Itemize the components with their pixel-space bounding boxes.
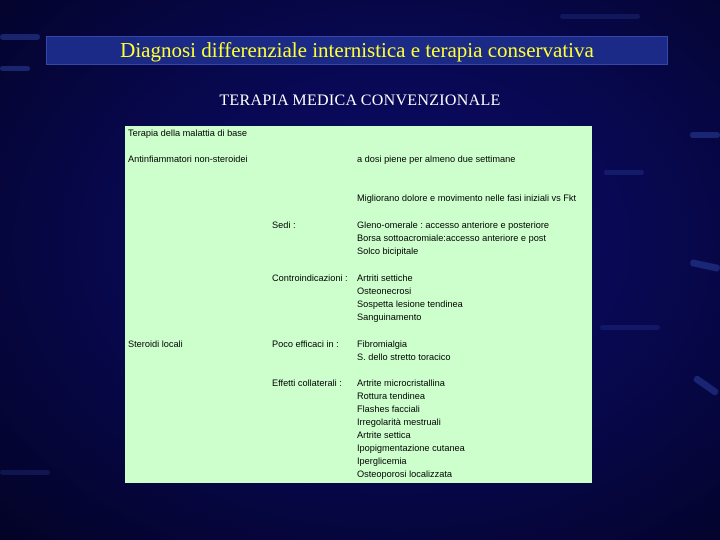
background-stripe bbox=[560, 14, 640, 19]
background-stripe bbox=[690, 259, 720, 272]
background-stripe bbox=[690, 132, 720, 138]
list-item: Artrite microcristallina bbox=[357, 378, 445, 388]
list-item: Borsa sottoacromiale:accesso anteriore e post bbox=[357, 233, 546, 243]
background-stripe bbox=[693, 375, 720, 397]
nsaid-dose: a dosi piene per almeno due settimane bbox=[357, 154, 516, 164]
nsaid-label: Antinfiammatori non-steroidei bbox=[128, 154, 248, 164]
side-effects-list bbox=[357, 377, 465, 481]
list-item: Irregolarità mestruali bbox=[357, 417, 441, 427]
list-item: Iperglicemia bbox=[357, 456, 407, 466]
list-item: Rottura tendinea bbox=[357, 391, 425, 401]
background-stripe bbox=[0, 66, 30, 71]
steroids-label: Steroidi locali bbox=[128, 339, 183, 349]
low-efficacy-label: Poco efficaci in : bbox=[272, 339, 339, 349]
list-item: S. dello stretto toracico bbox=[357, 352, 451, 362]
list-item: Osteoporosi localizzata bbox=[357, 469, 452, 479]
list-item: Ipopigmentazione cutanea bbox=[357, 443, 465, 453]
sites-label: Sedi : bbox=[272, 220, 296, 230]
background-stripe bbox=[600, 325, 660, 330]
contraindications-label: Controindicazioni : bbox=[272, 273, 348, 283]
list-item: Solco bicipitale bbox=[357, 246, 419, 256]
therapy-table bbox=[125, 126, 592, 483]
table-header: Terapia della malattia di base bbox=[128, 128, 247, 138]
side-effects-label: Effetti collaterali : bbox=[272, 378, 342, 388]
list-item: Fibromialgia bbox=[357, 339, 408, 349]
slide-title: Diagnosi differenziale internistica e terapia conservativa bbox=[120, 38, 594, 62]
slide-subtitle: TERAPIA MEDICA CONVENZIONALE bbox=[219, 92, 501, 109]
low-efficacy-list bbox=[357, 338, 450, 364]
background-stripe bbox=[604, 170, 644, 175]
list-item: Osteonecrosi bbox=[357, 286, 412, 296]
list-item: Flashes facciali bbox=[357, 404, 420, 414]
list-item: Artrite settica bbox=[357, 430, 411, 440]
nsaid-benefit: Migliorano dolore e movimento nelle fasi iniziali vs Fkt bbox=[357, 193, 577, 203]
background-stripe bbox=[0, 470, 50, 475]
list-item: Sanguinamento bbox=[357, 312, 422, 322]
list-item: Gleno-omerale : accesso anteriore e posteriore bbox=[357, 220, 550, 230]
background-stripe bbox=[0, 34, 40, 40]
list-item: Sospetta lesione tendinea bbox=[357, 299, 463, 309]
sites-list bbox=[357, 219, 549, 258]
slide-title-bar bbox=[46, 36, 668, 65]
contraindications-list bbox=[357, 272, 463, 324]
list-item: Artriti settiche bbox=[357, 273, 413, 283]
